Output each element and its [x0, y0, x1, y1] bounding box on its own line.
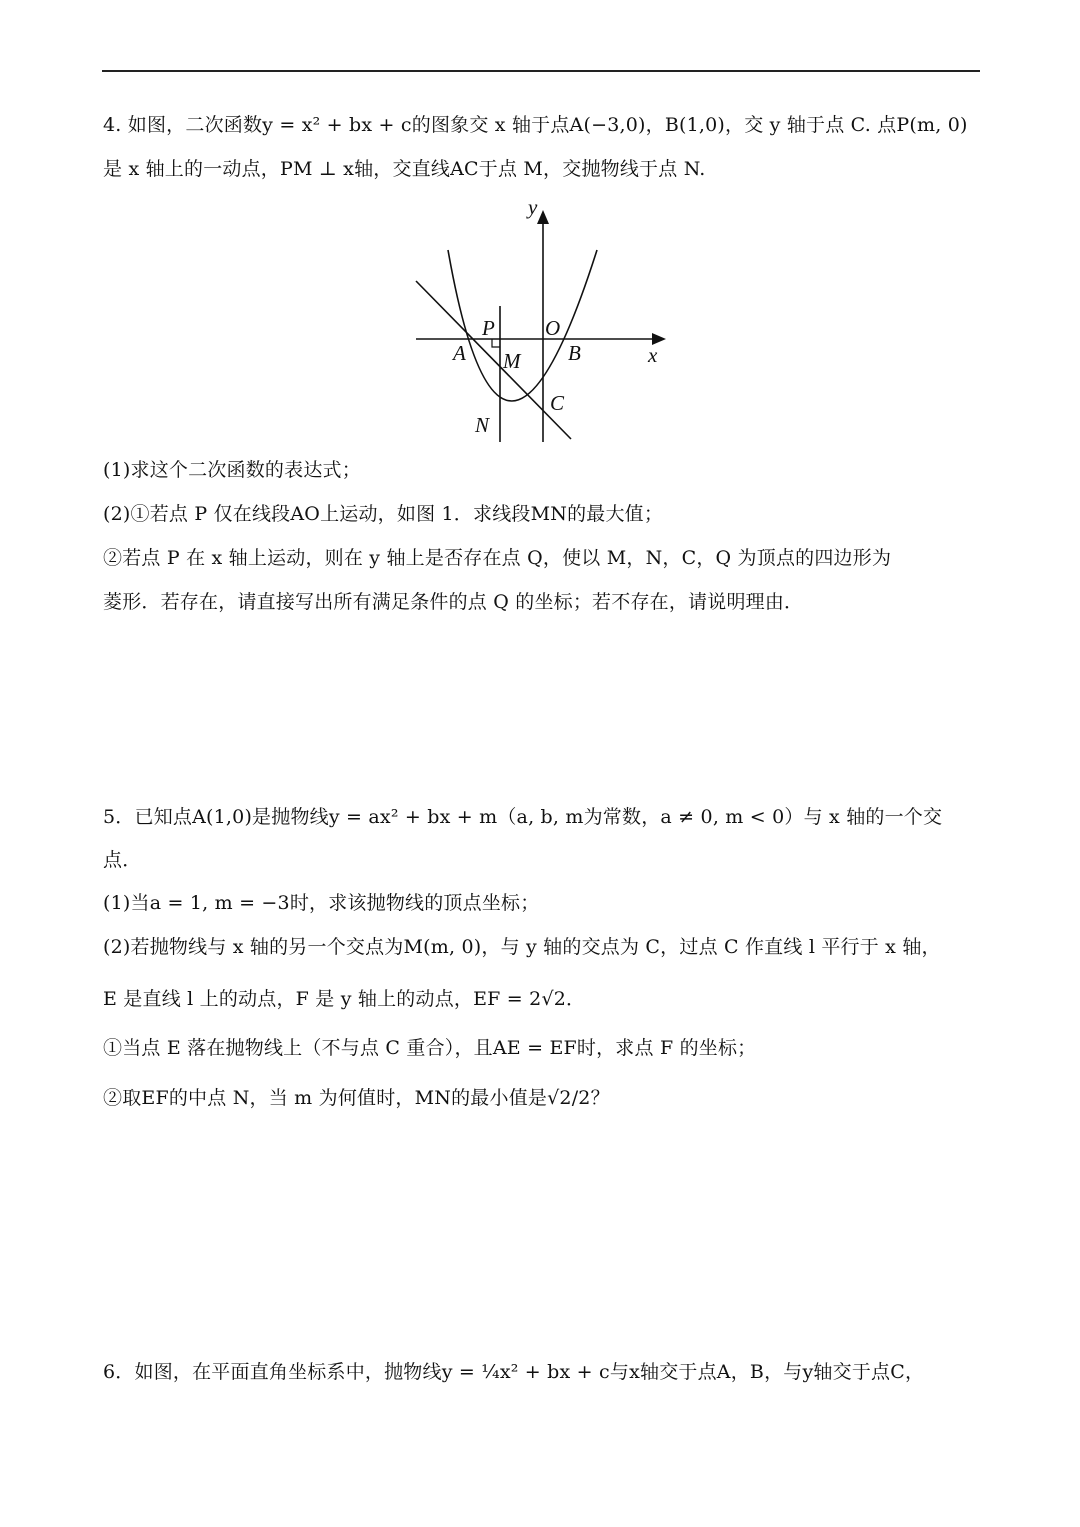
- problem4-q1: (1)求这个二次函数的表达式；: [103, 459, 361, 481]
- right-angle-mark: [492, 339, 500, 347]
- header-rule: [102, 70, 980, 72]
- problem5-line1: 5．已知点A(1,0)是抛物线y = ax² + bx + m（a, b, m为常数，a ≠ 0, m < 0）与 x 轴的一个交: [103, 806, 943, 828]
- problem4-figure: [408, 192, 674, 446]
- label-n: N: [475, 413, 490, 437]
- problem4-line1: 4. 如图，二次函数y = x² + bx + c的图象交 x 轴于点A(−3,0)，B(1,0)，交 y 轴于点 C. 点P(m, 0): [103, 114, 968, 136]
- label-c: C: [550, 391, 565, 415]
- problem5-q2a: ①当点 E 落在抛物线上（不与点 C 重合），且AE = EF时，求点 F 的坐标；: [103, 1037, 757, 1059]
- problem4-q2b-line2: 菱形．若存在，请直接写出所有满足条件的点 Q 的坐标；若不存在，请说明理由．: [103, 591, 804, 613]
- label-x: x: [648, 343, 658, 367]
- line-ac: [416, 281, 571, 439]
- problem6-line1: 6．如图，在平面直角坐标系中，抛物线y = ¼x² + bx + c与x轴交于点A，B，与y轴交于点C，: [103, 1361, 925, 1383]
- label-p: P: [482, 316, 495, 340]
- y-axis-arrow: [537, 210, 549, 224]
- problem5-q2b: ②取EF的中点 N，当 m 为何值时，MN的最小值是√2/2？: [103, 1087, 610, 1109]
- problem4-q2a: (2)①若点 P 仅在线段AO上运动，如图 1．求线段MN的最大值；: [103, 503, 664, 525]
- label-o: O: [545, 316, 561, 340]
- label-m: M: [503, 349, 521, 373]
- problem5-q2-line2: E 是直线 l 上的动点，F 是 y 轴上的动点，EF = 2√2．: [103, 988, 586, 1010]
- problem5-q2-line1: (2)若抛物线与 x 轴的另一个交点为M(m, 0)，与 y 轴的交点为 C，过点 C 作直线 l 平行于 x 轴，: [103, 936, 941, 958]
- parabola-diagram: [408, 192, 674, 446]
- label-a: A: [453, 341, 466, 365]
- label-y: y: [528, 195, 538, 219]
- problem5-q1: (1)当a = 1, m = −3时，求该抛物线的顶点坐标；: [103, 892, 540, 914]
- problem4-line2: 是 x 轴上的一动点，PM ⊥ x轴，交直线AC于点 M，交抛物线于点 N.: [103, 158, 706, 180]
- label-b: B: [568, 341, 581, 365]
- problem4-q2b-line1: ②若点 P 在 x 轴上运动，则在 y 轴上是否存在点 Q，使以 M，N，C，Q 为顶点的四边形为: [103, 547, 892, 569]
- problem5-line2: 点．: [103, 849, 142, 871]
- parabola-curve: [448, 250, 597, 401]
